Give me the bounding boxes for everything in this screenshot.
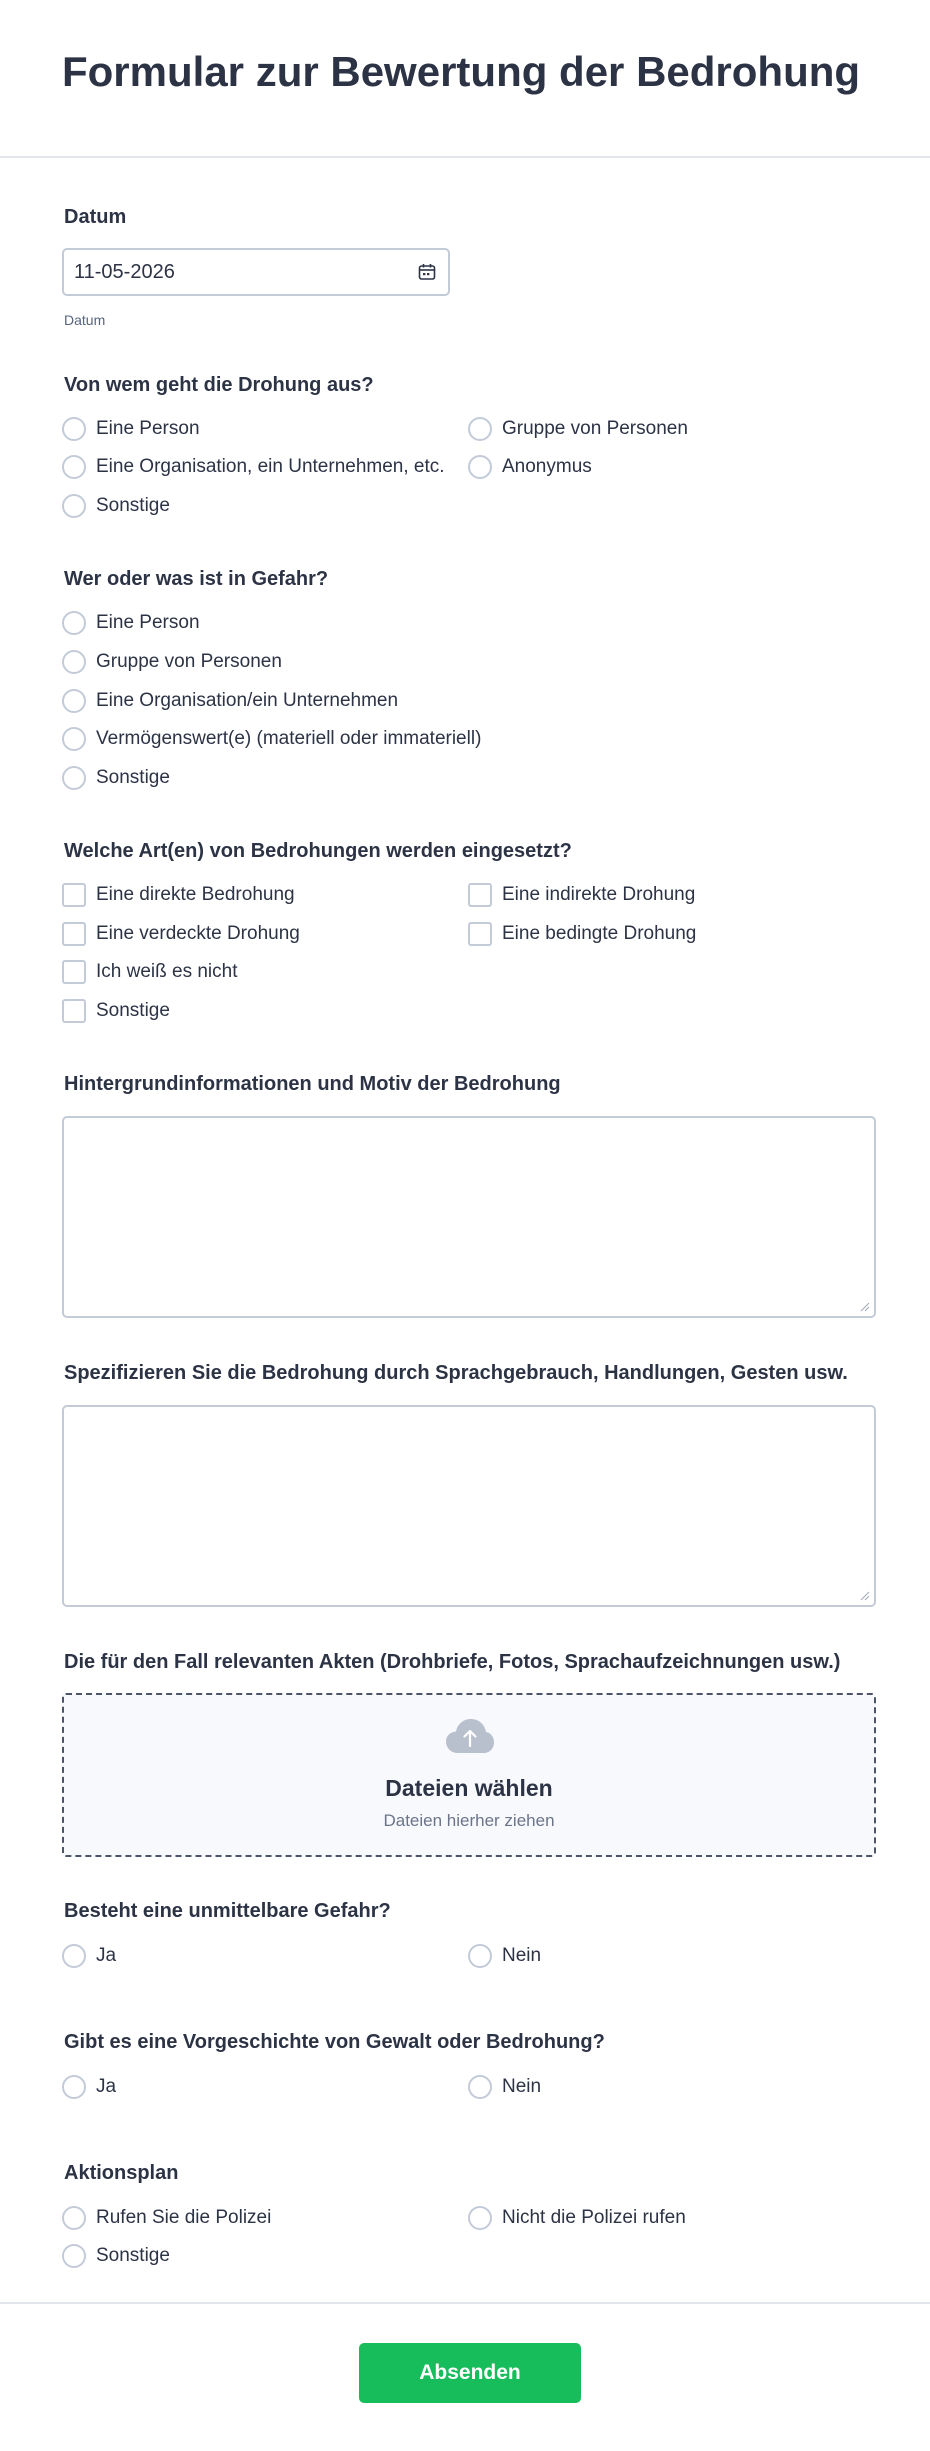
checkbox[interactable] — [468, 883, 492, 907]
radio-button[interactable] — [62, 727, 86, 751]
checkbox[interactable] — [468, 922, 492, 946]
action-option[interactable]: Nicht die Polizei rufen — [468, 2204, 686, 2232]
danger-option[interactable]: Ja — [62, 1942, 116, 1970]
types-option[interactable]: Eine direkte Bedrohung — [62, 881, 295, 909]
choose-files-button[interactable]: Dateien wählen — [385, 1775, 553, 1801]
radio-button[interactable] — [62, 2075, 86, 2099]
types-option[interactable]: Sonstige — [62, 997, 170, 1025]
date-field[interactable] — [62, 248, 450, 296]
file-upload-dropzone[interactable] — [62, 1693, 876, 1857]
danger-option[interactable]: Nein — [468, 1942, 541, 1970]
action-option[interactable]: Rufen Sie die Polizei — [62, 2204, 271, 2232]
submit-button[interactable]: Absenden — [359, 2343, 581, 2403]
target-option[interactable]: Vermögenswert(e) (materiell oder immateriell) — [62, 725, 481, 753]
radio-button[interactable] — [468, 1944, 492, 1968]
radio-button[interactable] — [62, 494, 86, 518]
radio-button[interactable] — [62, 1944, 86, 1968]
form-title: Formular zur Bewertung der Bedrohung — [62, 48, 861, 95]
radio-button[interactable] — [62, 766, 86, 790]
types-option[interactable]: Ich weiß es nicht — [62, 958, 238, 986]
resize-handle-icon[interactable] — [860, 1302, 870, 1312]
date-input[interactable] — [74, 250, 374, 294]
types-option[interactable]: Eine verdeckte Drohung — [62, 920, 300, 948]
files-label: Die für den Fall relevanten Akten (Drohbriefe, Fotos, Sprachaufzeichnungen usw.) — [64, 1651, 841, 1673]
resize-handle-icon[interactable] — [860, 1591, 870, 1601]
radio-button[interactable] — [62, 455, 86, 479]
checkbox[interactable] — [62, 883, 86, 907]
types-option[interactable]: Eine indirekte Drohung — [468, 881, 695, 909]
danger-label: Besteht eine unmittelbare Gefahr? — [64, 1900, 391, 1922]
radio-button[interactable] — [62, 2206, 86, 2230]
history-label: Gibt es eine Vorgeschichte von Gewalt oder Bedrohung? — [64, 2031, 605, 2053]
target-option[interactable]: Gruppe von Personen — [62, 648, 282, 676]
source-option[interactable]: Anonymus — [468, 453, 592, 481]
calendar-icon[interactable] — [418, 263, 436, 281]
radio-button[interactable] — [468, 417, 492, 441]
radio-button[interactable] — [468, 2206, 492, 2230]
drag-files-hint: Dateien hierher ziehen — [383, 1811, 555, 1830]
radio-button[interactable] — [468, 455, 492, 479]
source-option[interactable]: Eine Organisation, ein Unternehmen, etc. — [62, 453, 445, 481]
source-label: Von wem geht die Drohung aus? — [64, 374, 374, 396]
radio-button[interactable] — [62, 417, 86, 441]
radio-button[interactable] — [62, 611, 86, 635]
radio-button[interactable] — [62, 650, 86, 674]
history-option[interactable]: Nein — [468, 2073, 541, 2101]
date-label: Datum — [64, 206, 127, 228]
background-textarea[interactable] — [62, 1116, 876, 1318]
target-label: Wer oder was ist in Gefahr? — [64, 568, 329, 590]
types-option[interactable]: Eine bedingte Drohung — [468, 920, 696, 948]
types-label: Welche Art(en) von Bedrohungen werden eingesetzt? — [64, 840, 572, 862]
checkbox[interactable] — [62, 922, 86, 946]
radio-button[interactable] — [62, 2244, 86, 2268]
footer-divider — [0, 2302, 930, 2304]
target-option[interactable]: Eine Organisation/ein Unternehmen — [62, 687, 398, 715]
checkbox[interactable] — [62, 960, 86, 984]
target-option[interactable]: Sonstige — [62, 764, 170, 792]
specify-label: Spezifizieren Sie die Bedrohung durch Sprachgebrauch, Handlungen, Gesten usw. — [64, 1362, 848, 1384]
action-option[interactable]: Sonstige — [62, 2242, 170, 2270]
checkbox[interactable] — [62, 999, 86, 1023]
cloud-upload-icon — [445, 1717, 495, 1755]
action-label: Aktionsplan — [64, 2162, 179, 2184]
radio-button[interactable] — [468, 2075, 492, 2099]
history-option[interactable]: Ja — [62, 2073, 116, 2101]
specify-textarea[interactable] — [62, 1405, 876, 1607]
radio-button[interactable] — [62, 689, 86, 713]
source-option[interactable]: Eine Person — [62, 415, 200, 443]
target-option[interactable]: Eine Person — [62, 609, 200, 637]
background-label: Hintergrundinformationen und Motiv der Bedrohung — [64, 1073, 561, 1095]
date-sublabel: Datum — [64, 312, 106, 328]
source-option[interactable]: Sonstige — [62, 492, 170, 520]
source-option[interactable]: Gruppe von Personen — [468, 415, 688, 443]
form-header — [0, 0, 930, 158]
